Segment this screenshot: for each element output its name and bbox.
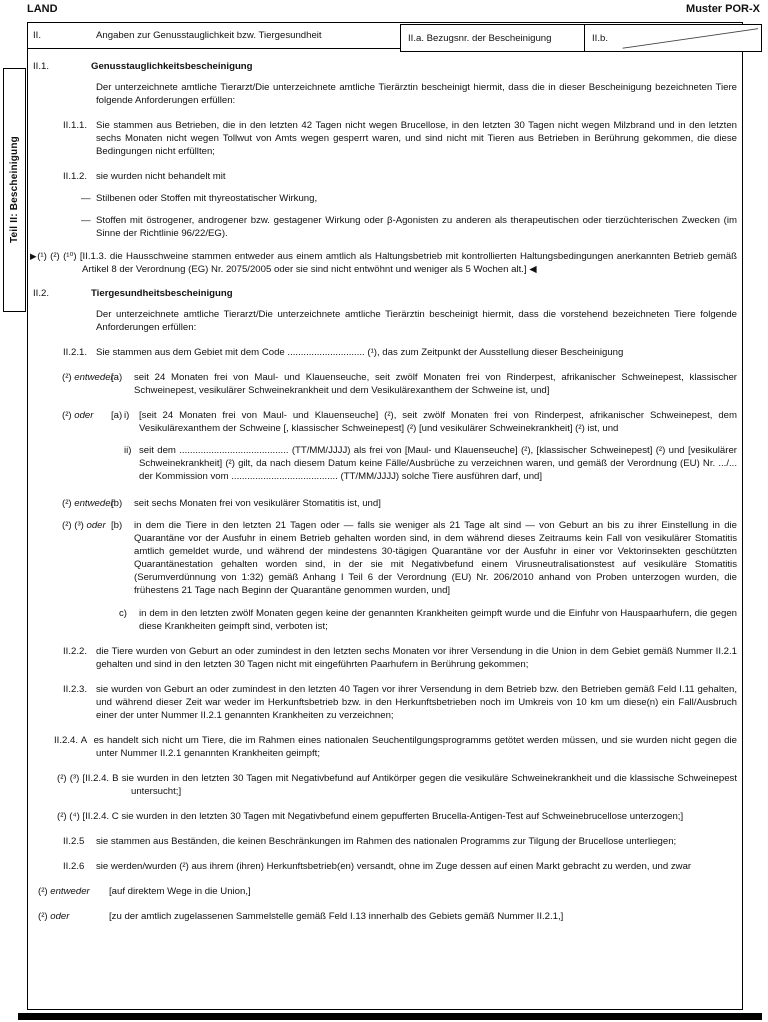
item-ii-2-4-a-text: es handelt sich nicht um Tiere, die im Rahmen eines nationalen Seuchentilgungsprogramms getötet werden müssen, und sie wurden nicht gegen die unter Nummer II.2.1 genannten Krankheiten geimpft; — [93, 735, 737, 759]
item-ii-2-6-number: II.2.6 — [63, 861, 85, 872]
roman-numeral-i: i) — [124, 410, 130, 421]
item-ii-2-5 — [63, 835, 737, 848]
item-ii-2-1 — [63, 346, 737, 359]
item-ii-1-2 — [63, 170, 737, 183]
item-ii-2-4-b — [57, 772, 737, 798]
keyword-oder: oder — [50, 911, 70, 922]
footnote-refs: (²) — [62, 372, 72, 383]
certificate-part-ii-table — [27, 22, 743, 1010]
option-assembly-centre-text: [zu der amtlich zugelassenen Sammelstelle gemäß Feld I.13 innerhalb des Gebiets gemäß Nummer II.2.1,] — [109, 911, 564, 922]
dash-item-stilbene-text: Stilbenen oder Stoffen mit thyreostatischer Wirkung, — [96, 193, 318, 204]
option-marker: [a) — [111, 372, 123, 383]
item-ii-1-3-footnote-refs: (¹) (²) (¹⁰) — [37, 251, 77, 262]
option-marker: [b) — [111, 520, 123, 531]
item-ii-1-2-text: sie wurden nicht behandelt mit — [96, 171, 226, 182]
option-marker: [a) — [111, 410, 123, 421]
option-direct-route-text: [auf direktem Wege in die Union,] — [109, 886, 251, 897]
option-prefix — [62, 409, 111, 435]
item-ii-2-4-c-footnote-refs: (²) (⁴) — [57, 811, 80, 822]
option-entweder-b — [62, 497, 737, 510]
page-separator-bar — [18, 1013, 762, 1020]
item-ii-2-4-b-footnote-refs: (²) (³) — [57, 773, 80, 784]
item-ii-1-1 — [63, 119, 737, 158]
item-ii-2-1-number: II.2.1. — [63, 347, 87, 358]
option-c-text: in dem in den letzten zwölf Monaten gegen keine der genannten Krankheiten geimpft wurde und die Einfuhr von Hauspaarhufern, die gegen diese Krankheiten geimpft sind, verboten ist; — [139, 608, 737, 632]
section-ii-header-row — [28, 23, 401, 49]
item-ii-1-3 — [30, 250, 737, 276]
option-prefix — [62, 497, 114, 510]
roman-numeral-ii: ii) — [124, 445, 132, 456]
dash-bullet: — — [81, 193, 91, 204]
item-ii-1-1-text: Sie stammen aus Betrieben, die in den letzten 42 Tagen nicht wegen Brucellose, in den letzten 30 Tagen nicht wegen Milzbrand und in den letzten sechs Monaten nicht wegen Tollwut von Amts wegen gesperrt waren, und sind nicht mit Tieren aus Betrieben in Berührung gekommen, die diese Bedingungen nicht erfüllten; — [96, 120, 737, 157]
item-ii-2-6 — [63, 860, 737, 873]
item-ii-2-3 — [63, 683, 737, 722]
item-ii-2-2-text: die Tiere wurden von Geburt an oder zumindest in den letzten sechs Monaten vor ihrer Versendung in die Union in dem Gebiet gemäß Nummer II.2.1 gehalten und sind in den letzten 30 Tagen nicht mit eingeführten Paarhufern in Berührung gekommen; — [96, 646, 737, 670]
page-top-labels — [27, 3, 760, 16]
footnote-refs: (²) — [62, 410, 72, 421]
section-ii1-number: II.1. — [33, 61, 49, 72]
indent-spacer — [62, 444, 124, 483]
option-entweder-a — [62, 371, 737, 397]
option-c — [62, 607, 737, 633]
option-marker: c) — [119, 608, 127, 619]
section-ii2-title: Tiergesundheitsbescheinigung — [91, 288, 233, 299]
option-oder-b — [62, 519, 737, 597]
diagonal-strike-line — [585, 25, 761, 51]
item-ii-2-1-text: Sie stammen aus dem Gebiet mit dem Code ............................. (¹), das zum Zeitpunkt der Ausstellung dieser Bescheinigung — [96, 347, 624, 358]
footnote-refs: (²) — [62, 498, 72, 509]
dash-item-stilbene — [81, 192, 737, 205]
part-ii-sidebar-label: Teil II: Bescheinigung — [9, 136, 20, 244]
ii1-intro-paragraph: Der unterzeichnete amtliche Tierarzt/Die unterzeichnete amtliche Tierärztin bescheinigt hiermit, dass die in dieser Bescheinigung bezeichneten Tiere folgende Anforderungen erfüllen: — [96, 82, 737, 106]
dash-item-hormones — [81, 214, 737, 240]
keyword-oder: oder — [86, 520, 106, 531]
section-ii1-heading — [28, 60, 737, 73]
indent-spacer — [62, 607, 119, 633]
item-ii-2-4-a-number: II.2.4. A — [54, 735, 88, 746]
option-oder-a-ii — [62, 444, 737, 483]
dash-item-hormones-text: Stoffen mit östrogener, androgener bzw. gestagener Wirkung oder β-Agonisten zu anderen als therapeutischen oder tierzüchterischen Zwecken (im Sinne der Richtlinie 96/22/EG). — [96, 215, 737, 239]
header-cell-iia — [400, 24, 585, 52]
option-oder-a-i-text: [seit 24 Monaten frei von Maul- und Klauenseuche] (²), seit zwölf Monaten frei von Rinderpest, afrikanischer Schweinepest, dem Vesikulärexanthem der Schweine [, klassischer Schweinepest] (²) [und vesikulärer Schweinekrankheit] (²) ist, und — [139, 410, 737, 434]
section-ii-title: Angaben zur Genusstauglichkeit bzw. Tiergesundheit — [96, 30, 322, 41]
part-ii-sidebar — [3, 68, 26, 312]
option-prefix — [62, 371, 114, 397]
item-ii-2-4-c-number: [II.2.4. C — [82, 811, 119, 822]
item-ii-2-2-number: II.2.2. — [63, 646, 87, 657]
header-cell-iib — [584, 24, 762, 52]
section-ii2-heading — [28, 287, 737, 300]
option-assembly-centre — [38, 910, 737, 923]
option-entweder-a-text: seit 24 Monaten frei von Maul- und Klauenseuche, seit zwölf Monaten frei von Rinderpest, afrikanischer Schweinepest, klassischer Schweinepest, vesikulärer Schweinekrankheit und dem Vesikulärexanthem der Schweine ist, und] — [134, 372, 737, 396]
option-prefix — [38, 910, 109, 923]
dash-bullet: — — [81, 215, 91, 226]
keyword-oder: oder — [74, 410, 94, 421]
item-ii-1-3-number: [II.1.3. — [79, 251, 107, 262]
item-ii-2-5-text: sie stammen aus Beständen, die keinen Beschränkungen im Rahmen des nationalen Programms zur Tilgung der Brucellose unterliegen; — [96, 836, 677, 847]
item-ii-2-5-number: II.2.5 — [63, 836, 85, 847]
item-ii-2-3-number: II.2.3. — [63, 684, 87, 695]
amendment-arrow-icon: ▶ — [30, 251, 38, 261]
item-ii-2-4-b-number: [II.2.4. B — [82, 773, 119, 784]
section-ii2-number: II.2. — [33, 288, 49, 299]
keyword-entweder: entweder — [74, 498, 114, 509]
item-ii-2-2 — [63, 645, 737, 671]
header-cell-iia-label: II.a. Bezugsnr. der Bescheinigung — [408, 32, 552, 44]
keyword-entweder: entweder — [74, 372, 114, 383]
footnote-refs: (²) — [38, 886, 48, 897]
option-entweder-b-text: seit sechs Monaten frei von vesikulärer Stomatitis ist, und] — [134, 498, 381, 509]
header-cell-iib-label: II.b. — [592, 33, 608, 44]
option-prefix — [38, 885, 109, 898]
item-ii-1-1-number: II.1.1. — [63, 120, 87, 131]
item-ii-2-6-text: sie werden/wurden (²) aus ihrem (ihren) Herkunftsbetrieb(en) versandt, ohne im Zuge dessen auf einen Markt gebracht zu werden, und zwar — [96, 861, 692, 872]
model-label: Muster POR-X — [686, 3, 760, 15]
option-oder-a-i — [62, 409, 737, 435]
item-ii-2-4-c — [57, 810, 737, 823]
option-prefix — [62, 519, 111, 597]
item-ii-2-3-text: sie wurden von Geburt an oder zumindest in den letzten 40 Tagen vor ihrer Versendung in dem Betrieb bzw. den Betrieben gemäß Feld I.11 gehalten, und während dieser Zeit war weder im Herkunftsbetrieb bzw. in den Herkunftsbetrieben noch im Umkreis von 10 km um diese(n) ein Fall/Ausbruch einer der unter Nummer II.2.1 genannten Krankheiten zu verzeichnen; — [96, 684, 737, 721]
option-marker: [b) — [111, 498, 123, 509]
item-ii-1-2-number: II.1.2. — [63, 171, 87, 182]
footnote-refs: (²) — [38, 911, 48, 922]
footnote-refs: (²) (³) — [62, 520, 84, 531]
keyword-entweder: entweder — [50, 886, 90, 897]
section-ii-number: II. — [33, 30, 41, 41]
option-oder-b-text: in dem die Tiere in den letzten 21 Tagen oder — falls sie weniger als 21 Tage alt sind — von Geburt an bis zu ihrer Einstellung in die Quarantäne vor der Ausfuhr in einem Betrieb gehalten worden sind, in dem während dieses Zeitraums kein Fall von vesikulärer Stomatitis amtlich gemeldet wurde, und während der mindestens 30-tägigen Quarantäne vor der Ausfuhr in einer vor Vektorinsekten geschützten Quarantänestation gehalten worden sind, in der sie mit Negativbefund einem Virusneutralisationstest auf vesikuläre Stomatitis (Serumverdünnung von 1:32) gemäß Anhang I Teil 6 der Verordnung (EU) Nr. 206/2010 anhand von Proben unterzogen wurden, die frühestens 21 Tage nach Beginn der Quarantäne genommen wurden, und] — [134, 520, 737, 596]
option-oder-a-ii-text: seit dem ......................................... (TT/MM/JJJJ) als frei von [Maul- und Klauenseuche] (²), [klassischer Schweinepest] (²) und [vesikulärer Schweinekrankheit] (²) gilt, da nach diesem Datum keine Fälle/Ausbrüche zu verzeichnen waren, und gemäß der Verordnung (EU) Nr. .../... der Kommission vom ........................................ (TT/MM/JJJJ) solche Tiere ausführen darf, und] — [139, 445, 737, 482]
item-ii-2-4-a — [54, 734, 737, 760]
country-label: LAND — [27, 3, 58, 15]
section-ii1-title: Genusstauglichkeitsbescheinigung — [91, 61, 253, 72]
item-ii-1-3-text: die Hausschweine stammen entweder aus einem amtlich als Haltungsbetrieb mit kontrollierten Haltungsbedingungen anerkannten Betrieb gemäß Artikel 8 der Verordnung (EG) Nr. 2075/2005 oder sie sind nicht entwöhnt und weniger als 5 Wochen alt.] ◀ — [82, 251, 737, 275]
item-ii-2-4-b-text: sie wurden in den letzten 30 Tagen mit Negativbefund auf Antikörper gegen die vesikuläre Schweinekrankheit und die klassische Schweinepest untersucht;] — [121, 773, 738, 797]
option-direct-route — [38, 885, 737, 898]
ii2-intro-paragraph: Der unterzeichnete amtliche Tierarzt/Die unterzeichnete amtliche Tierärztin bescheinigt hiermit, dass die vorstehend bezeichneten Tiere folgende Anforderungen erfüllen: — [96, 309, 737, 333]
item-ii-2-4-c-text: sie wurden in den letzten 30 Tagen mit Negativbefund einem gepufferten Brucella-Antigen-Test auf Schweinebrucellose unterzogen;] — [121, 811, 684, 822]
